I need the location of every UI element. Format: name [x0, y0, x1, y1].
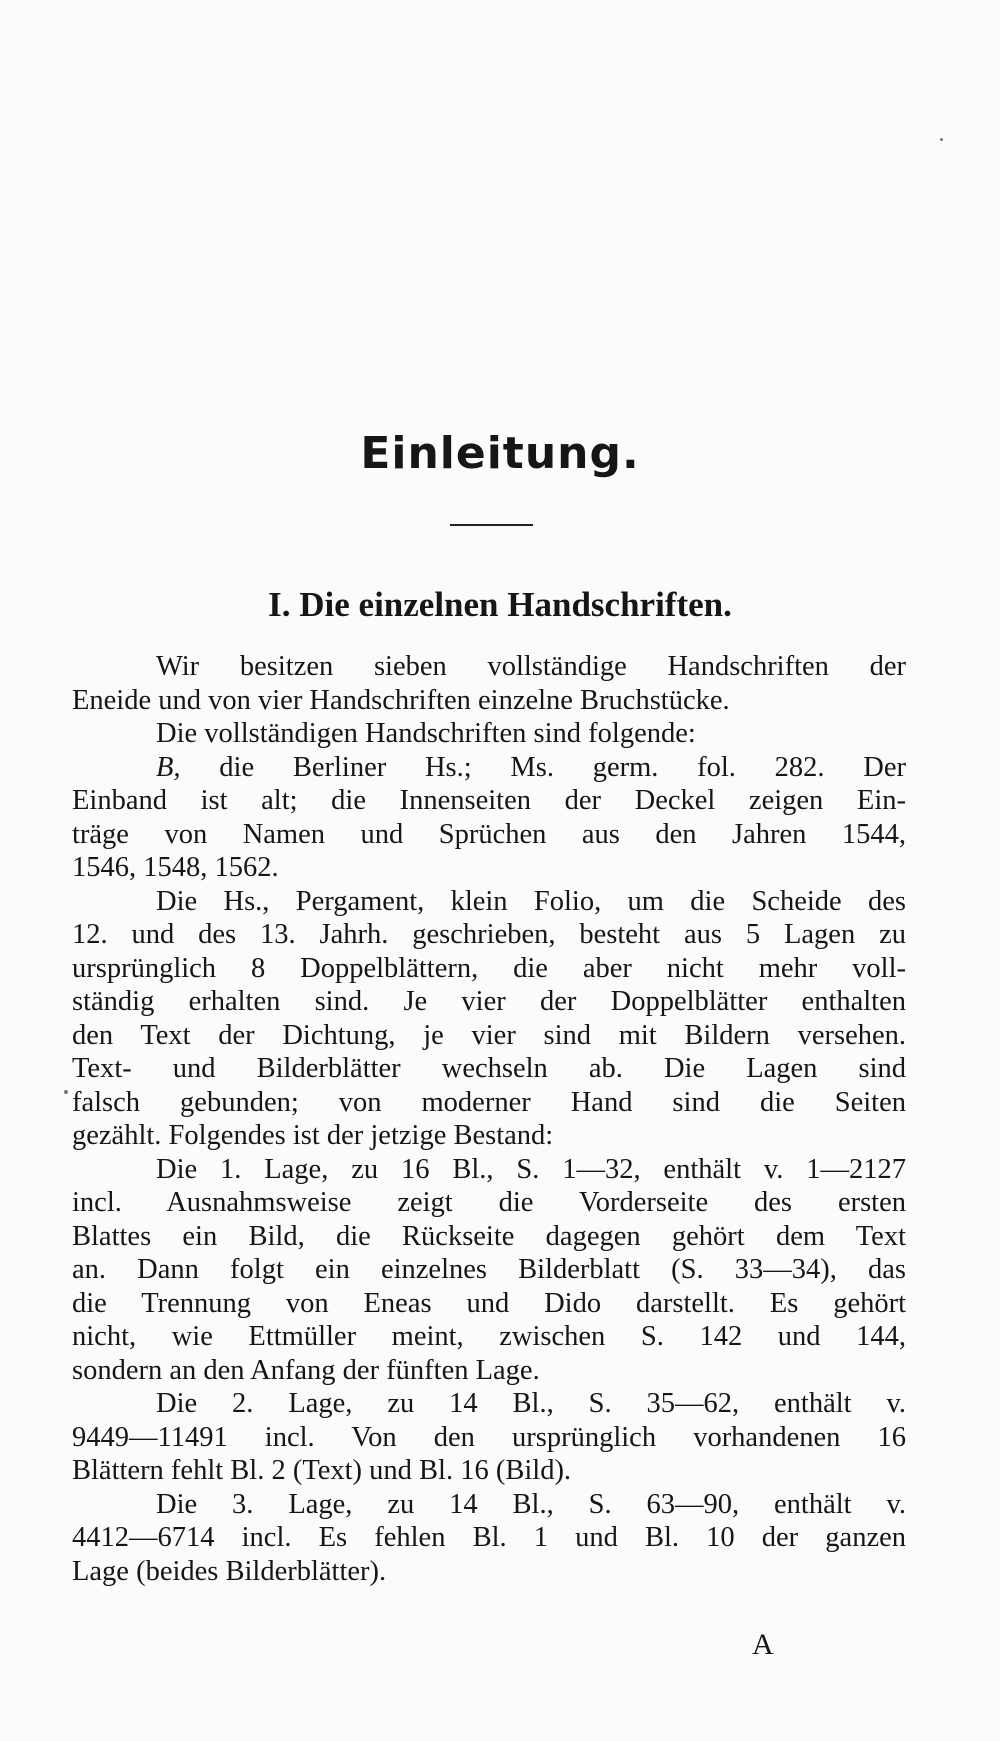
text-line: ständig erhalten sind. Je vier der Doppelblätter enthalten: [72, 986, 906, 1017]
text-line: Eneide und von vier Handschriften einzelne Bruchstücke.: [72, 684, 730, 716]
text-line: Lage (beides Bilderblätter).: [72, 1555, 387, 1587]
text-line: die Trennung von Eneas und Dido darstellt. Es gehört: [72, 1287, 906, 1319]
paper-speck: [940, 138, 943, 141]
text-line: 9449—11491 incl. Von den ursprünglich vorhandenen 16: [72, 1421, 906, 1453]
text-line: Wir besitzen sieben vollständige Handschriften der: [156, 651, 906, 682]
text-line: Die 1. Lage, zu 16 Bl., S. 1—32, enthält v. 1—2127: [156, 1153, 906, 1185]
paper-speck: [64, 1090, 68, 1094]
title-rule: [450, 524, 533, 526]
text-line: Blattes ein Bild, die Rückseite dagegen gehört dem Text: [72, 1220, 906, 1252]
signature-mark: A: [752, 1628, 774, 1661]
text-line: Die 2. Lage, zu 14 Bl., S. 35—62, enthält v.: [156, 1388, 906, 1419]
text-line: Text- und Bilderblätter wechseln ab. Die Lagen sind: [72, 1053, 906, 1084]
text-line: Die Hs., Pergament, klein Folio, um die Scheide des: [156, 885, 906, 917]
page-title: Einleitung.: [360, 428, 640, 479]
text-line: Die 3. Lage, zu 14 Bl., S. 63—90, enthält v.: [156, 1488, 906, 1520]
text-line: falsch gebunden; von moderner Hand sind die Seiten: [72, 1086, 906, 1118]
text-line: Die vollständigen Handschriften sind folgende:: [156, 718, 696, 749]
text-line-rest: die Berliner Hs.; Ms. germ. fol. 282. Der: [219, 751, 906, 783]
text-line: den Text der Dichtung, je vier sind mit Bildern versehen.: [72, 1019, 906, 1051]
text-line: ursprünglich 8 Doppelblättern, die aber nicht mehr voll-: [72, 952, 906, 984]
text-line: incl. Ausnahmsweise zeigt die Vorderseite des ersten: [72, 1187, 906, 1218]
body-text: [72, 650, 906, 1588]
text-line: sondern an den Anfang der fünften Lage.: [72, 1354, 540, 1386]
text-line: an. Dann folgt ein einzelnes Bilderblatt (S. 33—34), das: [72, 1254, 906, 1285]
text-line: 4412—6714 incl. Es fehlen Bl. 1 und Bl. 10 der ganzen: [72, 1522, 906, 1553]
text-line: Blättern fehlt Bl. 2 (Text) und Bl. 16 (Bild).: [72, 1455, 572, 1486]
text-line: 12. und des 13. Jahrh. geschrieben, besteht aus 5 Lagen zu: [72, 919, 906, 950]
text-line: 1546, 1548, 1562.: [72, 852, 279, 883]
section-heading: I. Die einzelnen Handschriften.: [268, 585, 732, 624]
text-line: Einband ist alt; die Innenseiten der Deckel zeigen Ein-: [72, 785, 906, 816]
siglum: B,: [156, 751, 181, 783]
text-line: gezählt. Folgendes ist der jetzige Bestand:: [72, 1120, 554, 1151]
text-line: träge von Namen und Sprüchen aus den Jahren 1544,: [72, 818, 906, 850]
text-line-with-siglum: [72, 751, 906, 785]
text-line: nicht, wie Ettmüller meint, zwischen S. 142 und 144,: [72, 1321, 906, 1352]
